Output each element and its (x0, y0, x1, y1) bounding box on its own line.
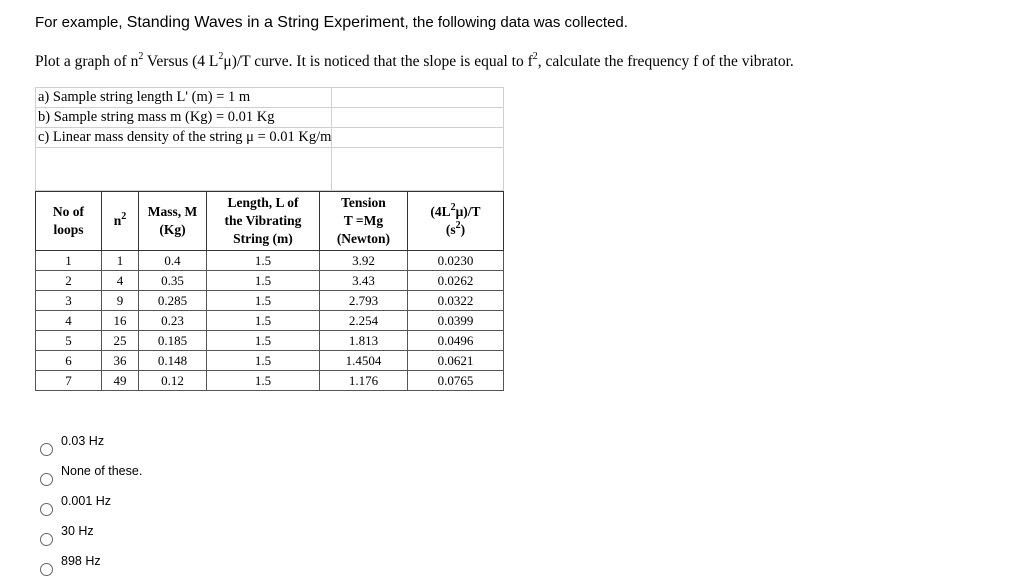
question-part1: Plot a graph of n (35, 53, 139, 70)
question-sup1: 2 (138, 50, 144, 62)
intro-suffix: , the following data was collected. (404, 14, 628, 31)
header-ratio: $(4L^2\mu)/T$ $(s^2)$ (407, 192, 503, 251)
header-length: Length, L of the Vibrating String (m) (207, 192, 320, 251)
question-part2: Versus (4 L (143, 53, 219, 70)
given-length: a) Sample string length L' (m) = 1 m (36, 88, 332, 108)
header-mass: Mass, M (Kg) (139, 192, 207, 251)
given-density: c) Linear mass density of the string μ = 0.01 Kg/m (36, 128, 332, 148)
given-mass: b) Sample string mass m (Kg) = 0.01 Kg (36, 108, 332, 128)
question-sup3: 2 (532, 50, 538, 62)
table-row: 4 16 0.23 1.5 2.254 0.0399 (36, 311, 504, 331)
intro-prefix: For example, (35, 14, 127, 31)
table-row: 3 9 0.285 1.5 2.793 0.0322 (36, 291, 504, 311)
option-label: 898 Hz (61, 554, 101, 568)
option-label: 0.001 Hz (61, 494, 112, 508)
table-row: 1 1 0.4 1.5 3.92 0.0230 (36, 251, 504, 271)
intro-text (35, 14, 628, 32)
table-row: 7 49 0.12 1.5 1.176 0.0765 (36, 371, 504, 391)
option-label: 30 Hz (61, 524, 94, 538)
header-tension: Tension T =Mg (Newton) (319, 192, 407, 251)
radio-button[interactable] (40, 533, 53, 546)
radio-button[interactable] (40, 443, 53, 456)
table-row: 6 36 0.148 1.5 1.4504 0.0621 (36, 351, 504, 371)
data-table (35, 191, 504, 391)
question-sup2: 2 (218, 50, 224, 62)
table-row: 2 4 0.35 1.5 3.43 0.0262 (36, 271, 504, 291)
radio-button[interactable] (40, 473, 53, 486)
option-label: 0.03 Hz (61, 434, 105, 448)
question-text (35, 50, 794, 71)
experiment-name: Standing Waves in a String Experiment (126, 14, 405, 31)
option-label: None of these. (61, 464, 143, 478)
question-part3: μ)/T curve. It is noticed that the slope is equal to f (223, 53, 533, 70)
question-part4: , calculate the frequency f of the vibrator. (537, 53, 794, 70)
header-loops: No of loops (36, 192, 102, 251)
table-row: 5 25 0.185 1.5 1.813 0.0496 (36, 331, 504, 351)
header-n-squared: $n^2$ (101, 192, 138, 251)
given-values-table (35, 87, 504, 191)
radio-button[interactable] (40, 503, 53, 516)
radio-button[interactable] (40, 563, 53, 576)
header-row (36, 192, 504, 251)
